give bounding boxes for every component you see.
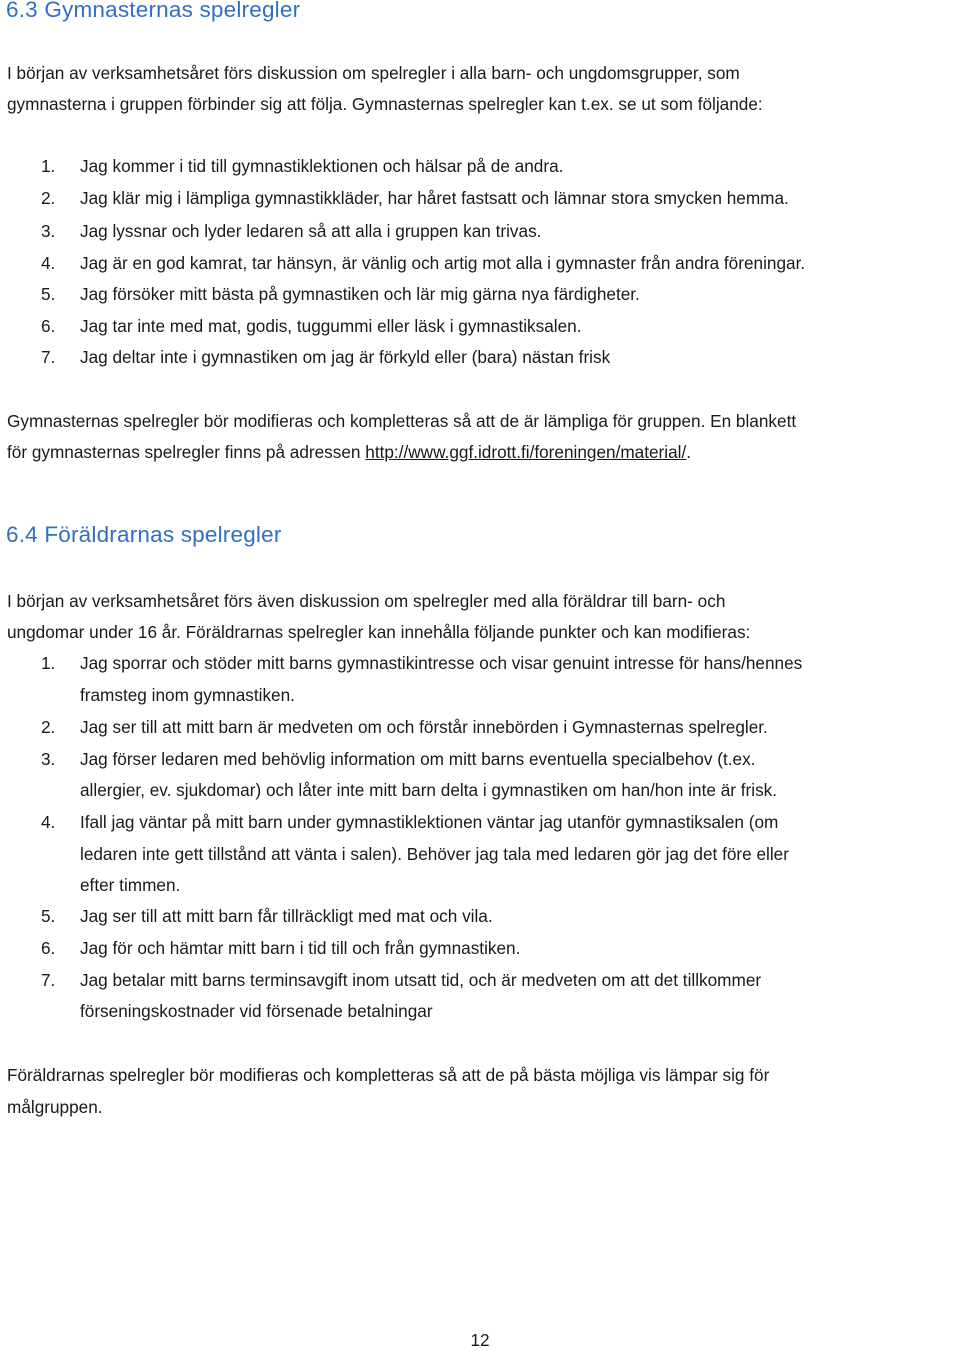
list-item-number: 6. (41, 316, 56, 336)
list-item-line: Jag ser till att mitt barn är medveten om och förstår innebörden i Gymnasternas spelregler. (80, 717, 768, 737)
list-item-number: 5. (41, 906, 56, 926)
list-item: Jag deltar inte i gymnastiken om jag är förkyld eller (bara) nästan frisk (80, 347, 611, 367)
list-item-line: framsteg inom gymnastiken. (80, 685, 295, 705)
paragraph-line: målgruppen. (7, 1097, 103, 1117)
list-item: Jag kommer i tid till gymnastiklektionen och hälsar på de andra. (80, 156, 564, 176)
list-item-number: 3. (41, 221, 56, 241)
list-item-number: 1. (41, 653, 56, 673)
paragraph-line: Föräldrarnas spelregler bör modifieras och kompletteras så att de på bästa möjliga vis lämpar sig för (7, 1065, 770, 1085)
list-item-line: Ifall jag väntar på mitt barn under gymnastiklektionen väntar jag utanför gymnastiksalen (om (80, 812, 779, 832)
list-item: Jag är en god kamrat, tar hänsyn, är vänlig och artig mot alla i gymnaster från andra föreningar. (80, 253, 806, 273)
list-item: Jag lyssnar och lyder ledaren så att alla i gruppen kan trivas. (80, 221, 542, 241)
list-item-number: 1. (41, 156, 56, 176)
list-item-number: 2. (41, 188, 56, 208)
section-heading: 6.3 Gymnasternas spelregler (6, 0, 301, 22)
list-item-line: Jag betalar mitt barns terminsavgift inom utsatt tid, och är medveten om att det tillkommer (80, 970, 762, 990)
paragraph-line: I början av verksamhetsåret förs diskussion om spelregler i alla barn- och ungdomsgrupper, som (7, 63, 740, 83)
list-item-line: förseningskostnader vid försenade betalningar (80, 1001, 433, 1021)
page-number: 12 (470, 1330, 490, 1350)
list-item-line: allergier, ev. sjukdomar) och låter inte mitt barn delta i gymnastiken om han/hon inte är frisk. (80, 780, 778, 800)
list-item-line: ledaren inte gett tillstånd att vänta i salen). Behöver jag tala med ledaren gör jag det före eller (80, 844, 789, 864)
list-item: Jag försöker mitt bästa på gymnastiken och lär mig gärna nya färdigheter. (80, 284, 640, 304)
section-heading: 6.4 Föräldrarnas spelregler (6, 522, 282, 547)
list-item-line: Jag ser till att mitt barn får tillräckligt med mat och vila. (80, 906, 493, 926)
paragraph-line: Gymnasternas spelregler bör modifieras och kompletteras så att de är lämpliga för gruppen. En blankett (7, 411, 797, 431)
list-item-number: 4. (41, 253, 56, 273)
list-item-number: 3. (41, 749, 56, 769)
paragraph-line: ungdomar under 16 år. Föräldrarnas spelregler kan innehålla följande punkter och kan modifieras: (7, 622, 751, 642)
paragraph-text: . (686, 442, 692, 462)
list-item-line: Jag förser ledaren med behövlig information om mitt barns eventuella specialbehov (t.ex. (80, 749, 756, 769)
list-item-number: 7. (41, 347, 56, 367)
list-item-number: 4. (41, 812, 56, 832)
list-item-line: efter timmen. (80, 875, 181, 895)
list-item-number: 2. (41, 717, 56, 737)
list-item: Jag tar inte med mat, godis, tuggummi eller läsk i gymnastiksalen. (80, 316, 582, 336)
paragraph-line: I början av verksamhetsåret förs även diskussion om spelregler med alla föräldrar till barn- och (7, 591, 726, 611)
list-item-number: 7. (41, 970, 56, 990)
list-item-number: 6. (41, 938, 56, 958)
list-item-line: Jag sporrar och stöder mitt barns gymnastikintresse och visar genuint intresse för hans/hennes (80, 653, 803, 673)
list-item-line: Jag för och hämtar mitt barn i tid till och från gymnastiken. (80, 938, 521, 958)
paragraph-line: gymnasterna i gruppen förbinder sig att följa. Gymnasternas spelregler kan t.ex. se ut som följande: (7, 94, 763, 114)
paragraph-text: för gymnasternas spelregler finns på adressen (7, 442, 366, 462)
list-item-number: 5. (41, 284, 56, 304)
list-item: Jag klär mig i lämpliga gymnastikkläder, har håret fastsatt och lämnar stora smycken hemma. (80, 188, 789, 208)
paragraph-line (7, 441, 691, 463)
material-link[interactable]: http://www.ggf.idrott.fi/foreningen/material/ (365, 442, 687, 462)
